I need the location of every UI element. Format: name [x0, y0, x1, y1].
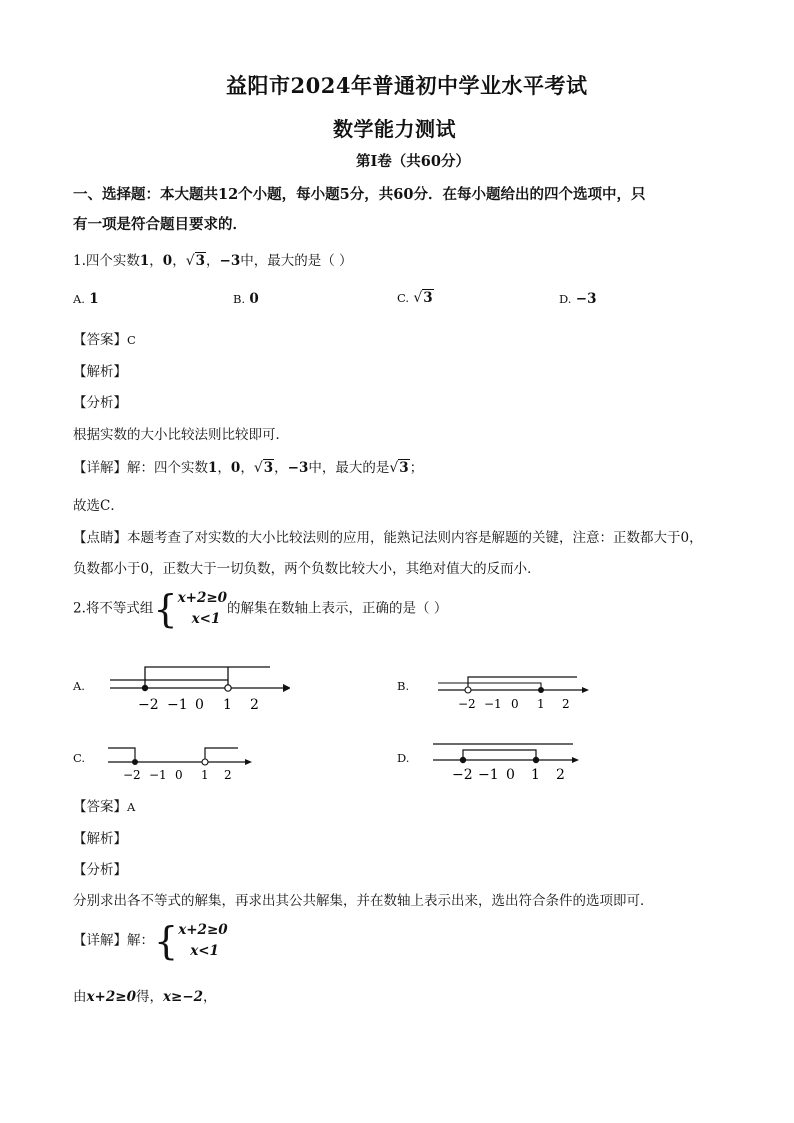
svg-text:1: 1 [531, 767, 540, 783]
svg-text:0: 0 [195, 697, 204, 713]
svg-text:1: 1 [201, 768, 209, 782]
q2-option-c-number-line [105, 740, 255, 782]
q2-fenxi-tag: 【分析】 [73, 862, 127, 878]
q2-option-b-label: B. [397, 679, 410, 693]
q2-option-d-number-line [430, 738, 580, 783]
svg-text:2: 2 [556, 767, 565, 783]
svg-text:0: 0 [511, 697, 519, 711]
svg-text:0: 0 [506, 767, 515, 783]
section-instructions-line1: 一、选择题：本大题共12个小题，每小题5分，共60分．在每小题给出的四个选项中，只 [73, 186, 646, 203]
svg-text:−1: −1 [484, 697, 502, 711]
q1-detail: 【详解】解：四个实数1，0，√3，−3中，最大的是√3； [73, 460, 424, 476]
svg-text:−2: −2 [452, 767, 473, 783]
q2-option-a-number-line [105, 660, 290, 715]
q2-option-d-label: D. [397, 751, 410, 765]
q1-option-c: C. √3 [397, 290, 433, 306]
q2-stem: 2.将不等式组{x+2≥0 x<1的解集在数轴上表示，正确的是（ ） [73, 587, 448, 631]
q1-answer: 【答案】C [73, 332, 136, 348]
svg-text:−1: −1 [149, 768, 167, 782]
q2-option-b-number-line [435, 668, 590, 713]
q2-option-c-label: C. [73, 751, 86, 765]
svg-text:−2: −2 [138, 697, 159, 713]
q1-option-d: D. −3 [559, 291, 597, 307]
q1-dianjing-line2: 负数都小于0，正数大于一切负数，两个负数比较大小，其绝对值大的反而小． [73, 561, 541, 577]
sqrt-symbol: √3 [253, 460, 274, 476]
svg-text:1: 1 [537, 697, 545, 711]
q1-dianjing-line1: 【点睛】本题考查了对实数的大小比较法则的应用，能熟记法则内容是解题的关键，注意：正数都大于0， [73, 530, 703, 546]
q2-answer: 【答案】A [73, 799, 136, 815]
q2-detail: 【详解】解：{x+2≥0 x<1 [73, 919, 228, 963]
svg-text:2: 2 [250, 697, 259, 713]
q1-analysis-tag: 【解析】 [73, 364, 127, 380]
sqrt-symbol: √3 [413, 290, 433, 306]
q1-fenxi-text: 根据实数的大小比较法则比较即可． [73, 427, 289, 443]
q2-analysis-tag: 【解析】 [73, 831, 127, 847]
paper-part-label: 第Ⅰ卷（共60分） [356, 153, 470, 170]
svg-text:−1: −1 [167, 697, 188, 713]
q1-option-b: B. 0 [233, 291, 259, 307]
svg-text:0: 0 [175, 768, 183, 782]
q2-step1: 由x+2≥0得，x≥−2， [73, 989, 217, 1005]
sqrt-symbol: √3 [389, 460, 409, 476]
svg-text:−2: −2 [458, 697, 476, 711]
sqrt-symbol: √3 [185, 253, 206, 269]
q2-fenxi-text: 分别求出各不等式的解集，再求出其公共解集，并在数轴上表示出来，选出符合条件的选项即可． [73, 893, 654, 909]
page-title: 益阳市2024年普通初中学业水平考试 [226, 73, 588, 98]
svg-text:−2: −2 [123, 768, 141, 782]
q2-option-a-label: A. [73, 679, 85, 693]
svg-text:−1: −1 [478, 767, 499, 783]
svg-text:2: 2 [562, 697, 570, 711]
q1-option-a: A. 1 [73, 291, 99, 307]
q1-stem: 1.四个实数1，0，√3，−3中，最大的是（ ） [73, 253, 353, 269]
svg-text:1: 1 [223, 697, 232, 713]
q1-conclusion: 故选C． [73, 498, 124, 514]
section-instructions-line2: 有一项是符合题目要求的． [73, 216, 247, 233]
svg-text:2: 2 [224, 768, 232, 782]
page-subtitle: 数学能力测试 [333, 117, 456, 141]
q1-fenxi-tag: 【分析】 [73, 395, 127, 411]
